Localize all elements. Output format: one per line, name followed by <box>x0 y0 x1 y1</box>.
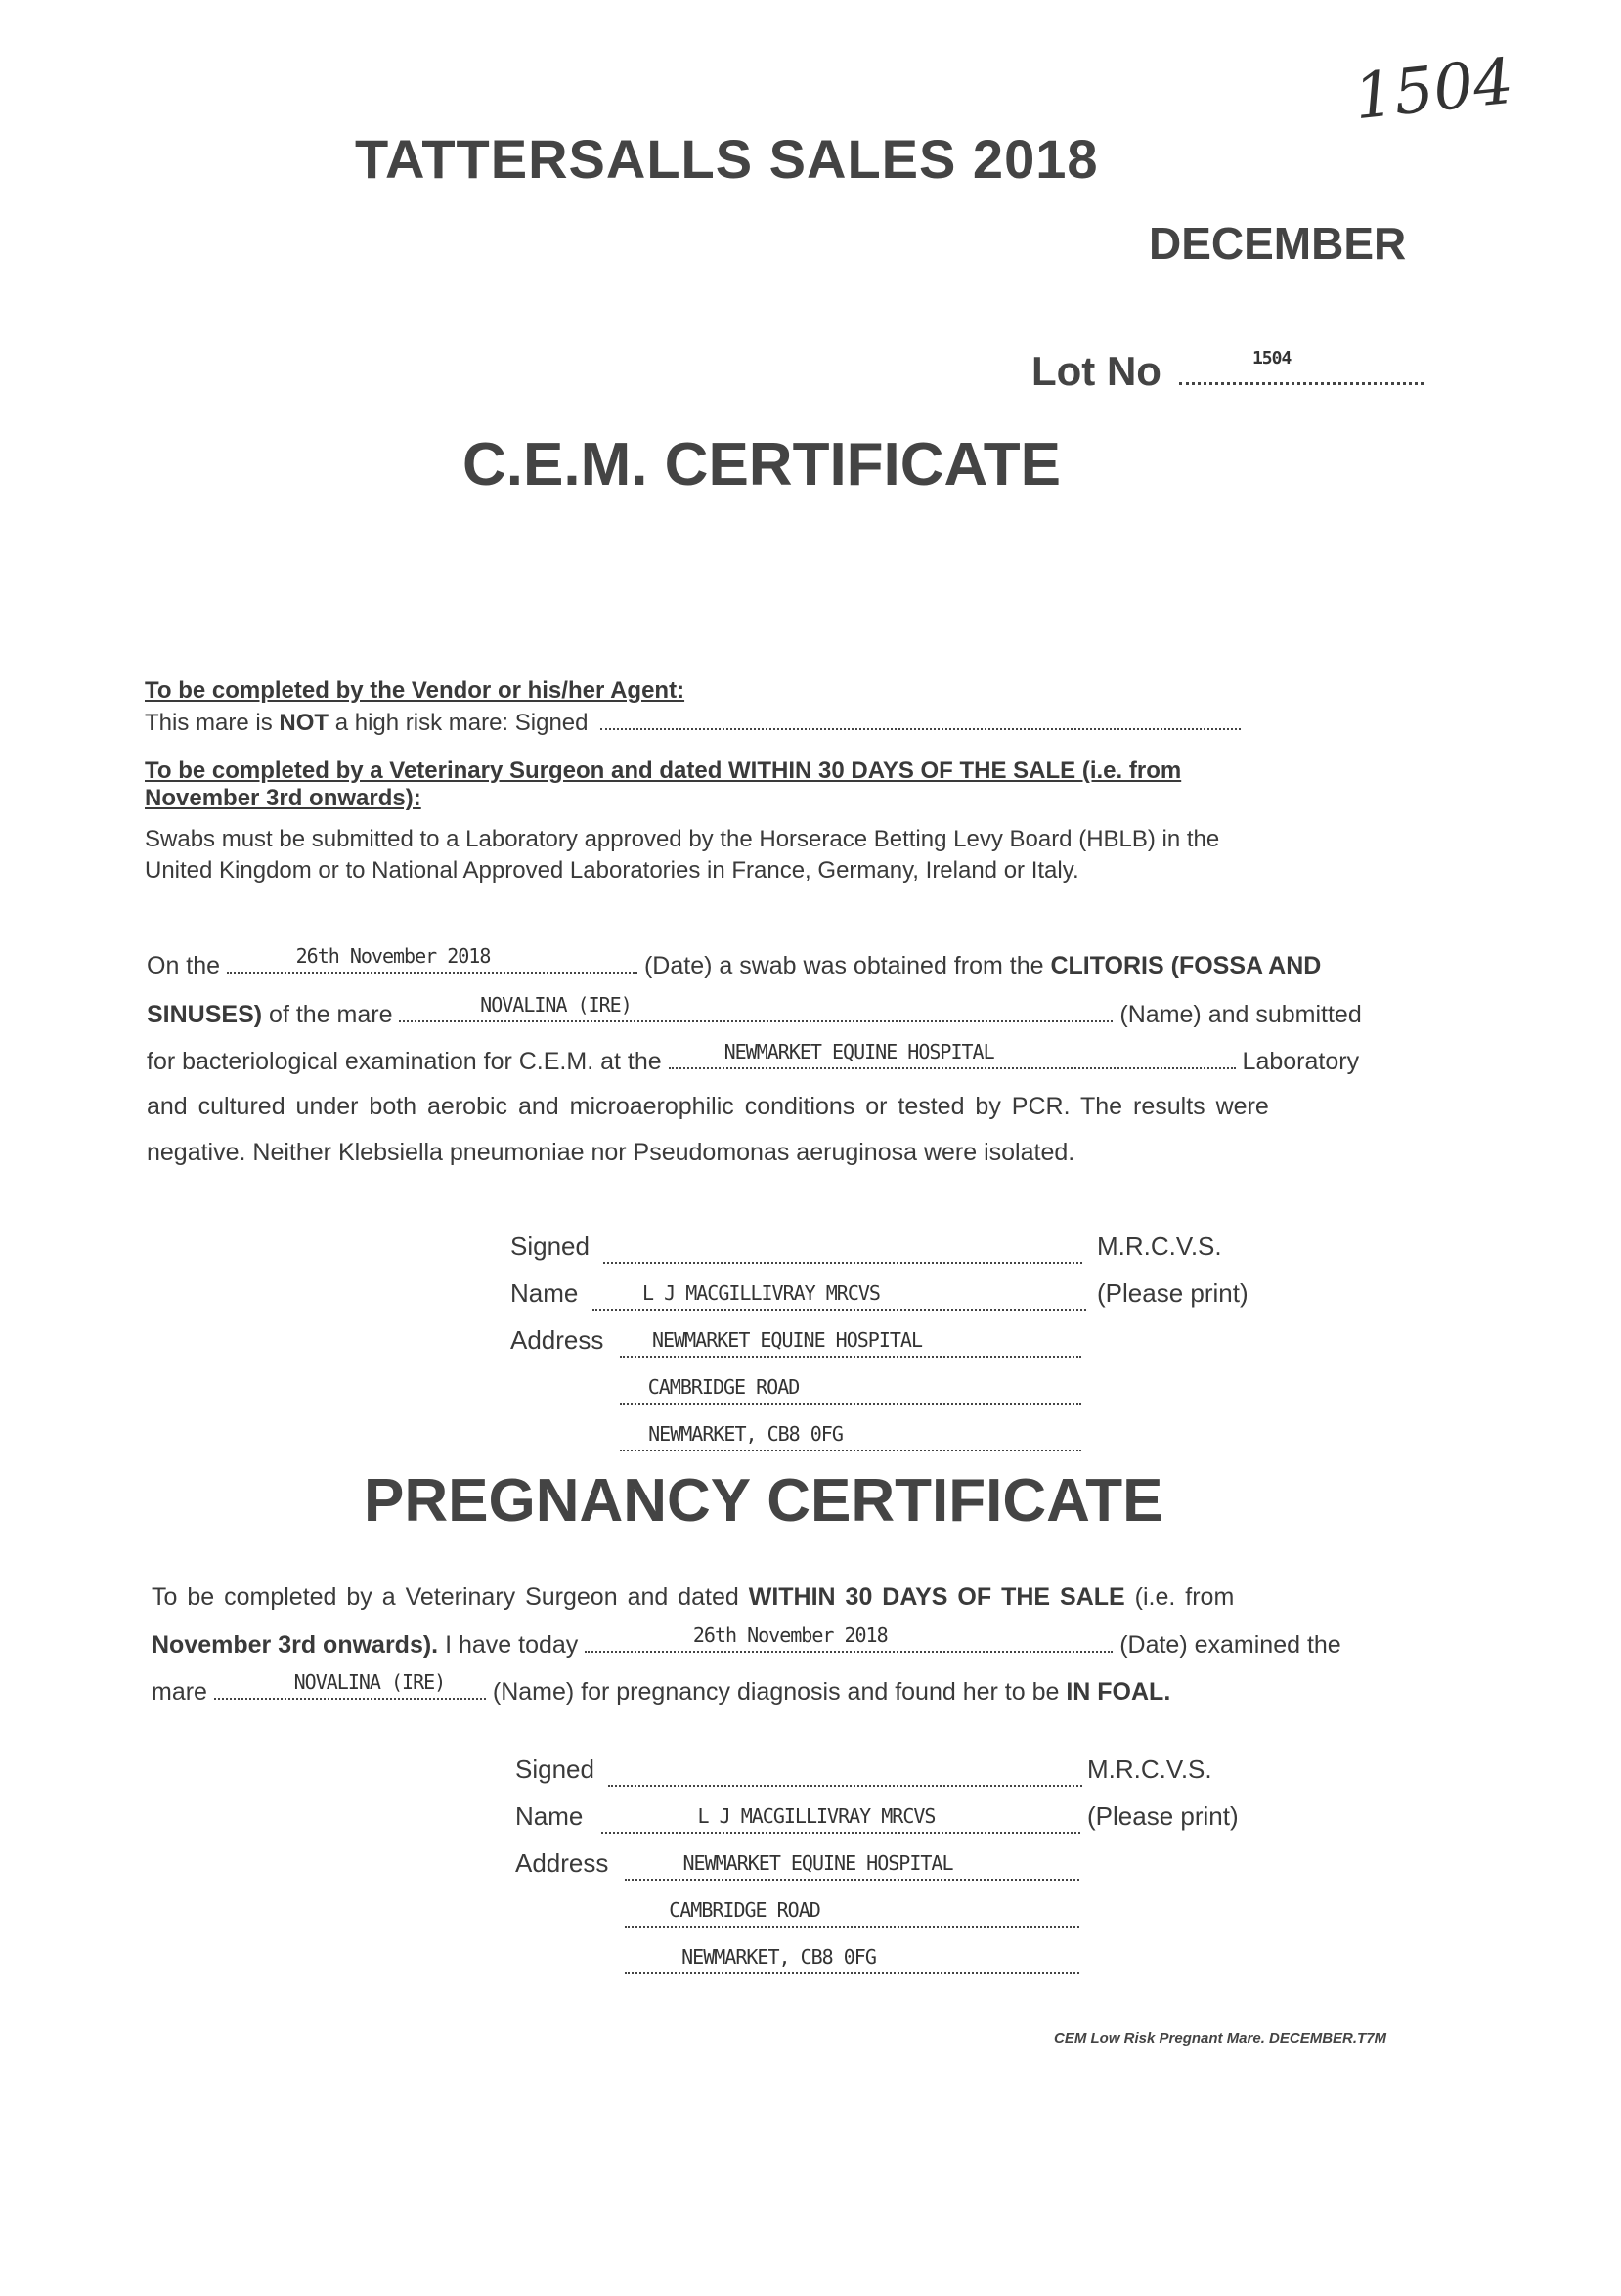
cem-lab-value: NEWMARKET EQUINE HOSPITAL <box>723 1040 994 1063</box>
cem-address-label: Address <box>510 1325 604 1355</box>
preg-address-line-1[interactable] <box>625 1851 1079 1881</box>
preg-p3-bold: IN FOAL. <box>1066 1678 1171 1706</box>
preg-p2-pre: I have today <box>438 1631 579 1659</box>
cem-vet-name-field[interactable] <box>592 1281 1086 1311</box>
preg-signed-label: Signed <box>515 1754 594 1784</box>
cem-certificate-title: C.E.M. CERTIFICATE <box>462 431 1061 498</box>
cem-address-line-3[interactable] <box>620 1422 1081 1451</box>
preg-p1-pre: To be completed by a Veterinary Surgeon and dated <box>152 1583 749 1611</box>
vet-heading-line-1: To be completed by a Veterinary Surgeon and dated WITHIN 30 DAYS OF THE SALE (i.e. from <box>145 758 1182 784</box>
preg-address-line-2[interactable] <box>625 1898 1079 1928</box>
preg-p1-bold: WITHIN 30 DAYS OF THE SALE <box>748 1583 1125 1611</box>
vendor-declaration <box>145 709 1241 737</box>
preg-date-field[interactable] <box>585 1624 1113 1653</box>
on-the-label: On the <box>147 952 221 979</box>
clitoris-label: CLITORIS (FOSSA AND <box>1050 952 1322 979</box>
lot-label: Lot No <box>1031 348 1161 394</box>
preg-vet-name-field[interactable] <box>601 1804 1080 1834</box>
sinuses-label: SINUSES) <box>147 1001 263 1028</box>
of-mare-label: of the mare <box>269 1001 393 1028</box>
cem-address-line-2[interactable] <box>620 1375 1081 1405</box>
pregnancy-paragraph-line-3 <box>152 1670 1171 1707</box>
lot-value-field <box>1179 347 1424 385</box>
cem-address-3-value: NEWMARKET, CB8 0FG <box>648 1422 843 1446</box>
vendor-signature-field[interactable] <box>600 709 1241 730</box>
handwritten-lot-mark: 1504 <box>1350 45 1517 135</box>
preg-address-3-value: NEWMARKET, CB8 0FG <box>681 1945 876 1969</box>
preg-mare-label: mare <box>152 1678 207 1706</box>
cem-paragraph-line-4: and cultured under both aerobic and microaerophilic conditions or tested by PCR. The results were <box>147 1093 1269 1120</box>
preg-name-label: Name <box>515 1801 584 1831</box>
pregnancy-signature-block <box>515 1750 1297 1984</box>
preg-p2-bold: November 3rd onwards). <box>152 1631 439 1659</box>
lot-number <box>1031 347 1424 395</box>
preg-mrcvs-label: M.R.C.V.S. <box>1087 1754 1212 1784</box>
cem-address-2-value: CAMBRIDGE ROAD <box>647 1375 800 1399</box>
swab-note-line-1: Swabs must be submitted to a Laboratory approved by the Horserace Betting Levy Board (HBLB) in the <box>145 826 1220 852</box>
preg-address-1-value: NEWMARKET EQUINE HOSPITAL <box>682 1851 953 1875</box>
vendor-heading: To be completed by the Vendor or his/her Agent: <box>145 677 685 704</box>
lot-value: 1504 <box>1251 348 1292 368</box>
preg-p2-post: (Date) examined the <box>1119 1631 1341 1659</box>
cem-lab-field[interactable] <box>669 1040 1236 1069</box>
swab-note-line-2: United Kingdom or to National Approved Laboratories in France, Germany, Ireland or Italy. <box>145 857 1079 884</box>
preg-please-print-label: (Please print) <box>1087 1801 1239 1831</box>
cem-name-label: Name <box>510 1278 579 1308</box>
cem-vet-name-value: L J MACGILLIVRAY MRCVS <box>642 1281 880 1305</box>
pregnancy-paragraph-line-2 <box>152 1624 1341 1660</box>
preg-signature-field[interactable] <box>608 1765 1082 1787</box>
vendor-line-bold: NOT <box>279 710 329 736</box>
vet-heading-line-2: November 3rd onwards): <box>145 785 421 811</box>
cem-signature-field[interactable] <box>603 1242 1082 1264</box>
date-after-label: (Date) a swab was obtained from the <box>643 952 1044 979</box>
cem-mrcvs-label: M.R.C.V.S. <box>1097 1232 1222 1261</box>
for-exam-label: for bacteriological examination for C.E.M. at the <box>147 1048 662 1075</box>
cem-paragraph-line-3 <box>147 1040 1360 1076</box>
preg-mare-field[interactable] <box>214 1670 486 1700</box>
footer-reference: CEM Low Risk Pregnant Mare. DECEMBER.T7M <box>1054 2030 1387 2047</box>
cem-mare-field[interactable] <box>399 993 1113 1022</box>
preg-p1-post: (i.e. from <box>1124 1583 1235 1611</box>
preg-mare-value: NOVALINA (IRE) <box>293 1670 446 1694</box>
pregnancy-certificate-title: PREGNANCY CERTIFICATE <box>364 1467 1163 1535</box>
cem-signature-block <box>510 1227 1292 1461</box>
preg-p3-post: (Name) for pregnancy diagnosis and found her to be <box>492 1678 1067 1706</box>
sales-title: TATTERSALLS SALES 2018 <box>355 128 1099 190</box>
cem-please-print-label: (Please print) <box>1097 1278 1249 1308</box>
preg-address-2-value: CAMBRIDGE ROAD <box>669 1898 820 1922</box>
cem-address-line-1[interactable] <box>620 1328 1081 1358</box>
cem-date-value: 26th November 2018 <box>295 944 491 968</box>
cem-paragraph-line-5: negative. Neither Klebsiella pneumoniae nor Pseudomonas aeruginosa were isolated. <box>147 1139 1075 1166</box>
preg-address-line-3[interactable] <box>625 1945 1079 1974</box>
preg-date-value: 26th November 2018 <box>692 1624 888 1647</box>
preg-address-label: Address <box>515 1848 609 1878</box>
cem-signed-label: Signed <box>510 1232 590 1261</box>
laboratory-label: Laboratory <box>1242 1048 1360 1075</box>
cem-paragraph-line-1 <box>147 944 1322 980</box>
cem-address-1-value: NEWMARKET EQUINE HOSPITAL <box>651 1328 923 1352</box>
vendor-line-pre: This mare is <box>145 710 280 736</box>
sales-month: DECEMBER <box>1149 218 1407 269</box>
cem-paragraph-line-2 <box>147 993 1362 1029</box>
cem-mare-value: NOVALINA (IRE) <box>480 993 632 1017</box>
name-after-label: (Name) and submitted <box>1119 1001 1362 1028</box>
pregnancy-paragraph-line-1 <box>152 1583 1234 1612</box>
preg-vet-name-value: L J MACGILLIVRAY MRCVS <box>697 1804 936 1828</box>
vendor-line-post: a high risk mare: Signed <box>329 710 589 736</box>
cem-date-field[interactable] <box>227 944 637 974</box>
